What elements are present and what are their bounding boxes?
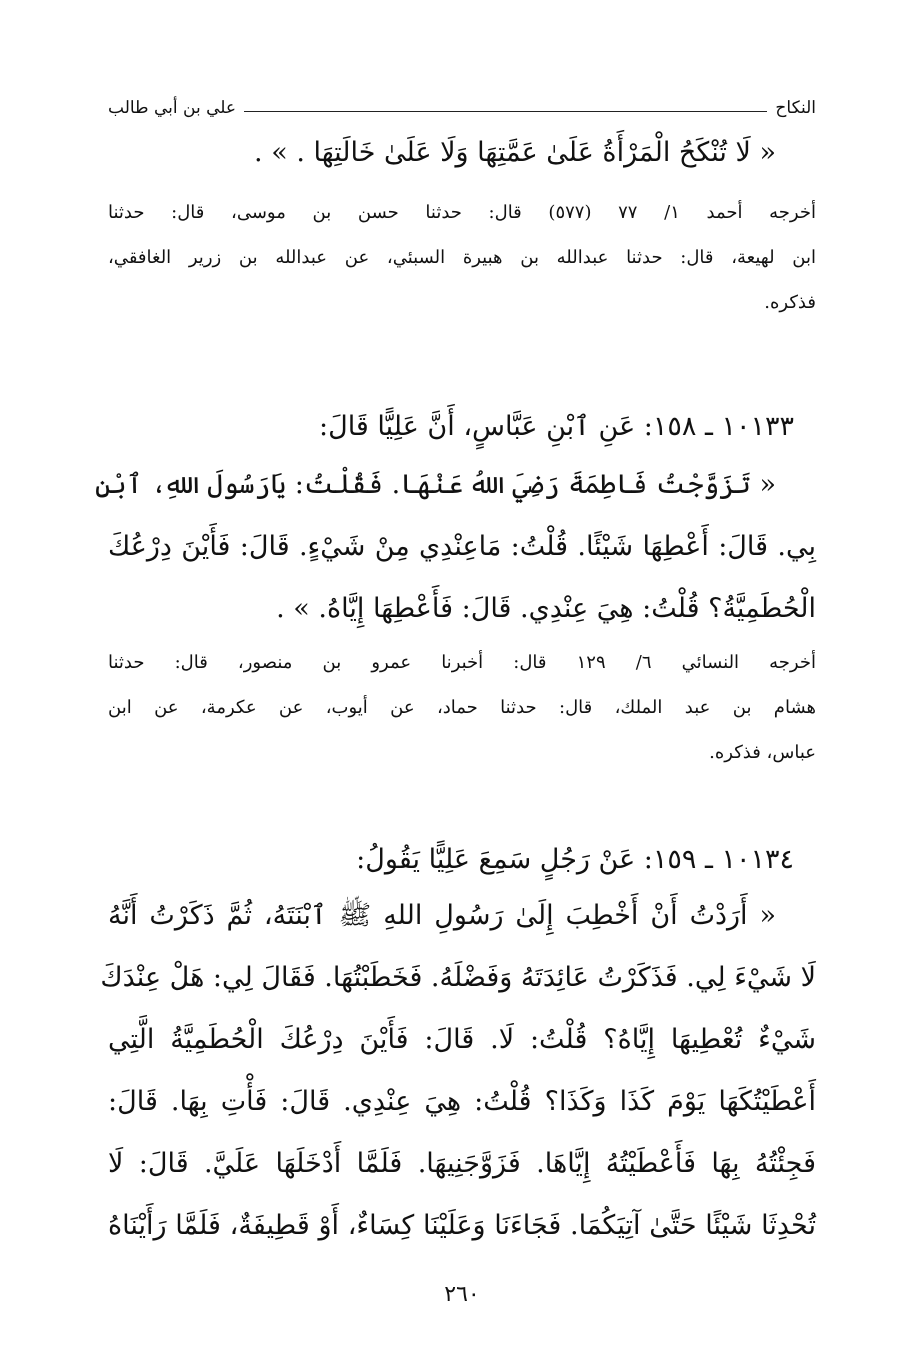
hadith-text-1 [108,122,816,184]
header-rule [244,111,767,112]
takhrij-note-2 [108,640,816,775]
header-author: علي بن أبي طالب [108,98,237,118]
page-number: ٢٦٠ [444,1282,480,1307]
hadith-text-3 [100,885,816,1257]
note-line: فذكره. [764,292,816,313]
hadith-line: لَا شَيْءَ لِي. فَذَكَرْتُ عَائِدَتَهُ وَفَضْلَهُ. فَخَطَبْتُهَا. فَقَالَ لِي: هَلْ عِنْدَكَ [100,962,816,993]
hadith-line: بِي. قَالَ: أَعْطِهَا شَيْئًا. قُلْتُ: مَاعِنْدِي مِنْ شَيْءٍ. قَالَ: فَأَيْنَ دِرْعُكَ [108,531,816,562]
hadith-heading-10134: ١٠١٣٤ ـ ١٥٩: عَنْ رَجُلٍ سَمِعَ عَلِيًّا يَقُولُ: [356,844,794,875]
note-line: هشام بن عبد الملك، قال: حدثنا حماد، عن أيوب، عن عكرمة، عن ابن [108,697,816,718]
note-line: أخرجه أحمد ١/ ٧٧ (٥٧٧) قال: حدثنا حسن بن موسى، قال: حدثنا [108,202,816,223]
note-line: ابن لهيعة، قال: حدثنا عبدالله بن هبيرة السبئي، عن عبدالله بن زرير الغافقي، [108,247,816,268]
note-line: عباس، فذكره. [709,742,816,763]
hadith-text-2 [95,454,816,640]
hadith-heading-10133: ١٠١٣٣ ـ ١٥٨: عَنِ ٱبْنِ عَبَّاسٍ، أَنَّ عَلِيًّا قَالَ: [318,411,794,442]
hadith-line: شَيْءٌ تُعْطِيهَا إِيَّاهُ؟ قُلْتُ: لَا. قَالَ: فَأَيْنَ دِرْعُكَ الْحُطَمِيَّةُ الَّتِي [108,1024,816,1055]
hadith-line: الْحُطَمِيَّةُ؟ قُلْتُ: هِيَ عِنْدِي. قَالَ: فَأَعْطِهَا إِيَّاهُ. » . [276,593,816,624]
note-line: أخرجه النسائي ٦/ ١٢٩ قال: أخبرنا عمرو بن منصور، قال: حدثنا [108,652,816,673]
header-section-title: النكاح [775,98,816,118]
hadith-line: « أَرَدْتُ أَنْ أَخْطِبَ إِلَىٰ رَسُولِ اللهِ ﷺ ٱبْنَتَهُ، ثُمَّ ذَكَرْتُ أَنَّهُ [108,900,776,931]
hadith-line: أَعْطَيْتُكَهَا يَوْمَ كَذَا وَكَذَا؟ قُلْتُ: هِيَ عِنْدِي. قَالَ: فَأْتِ بِهَا. قَالَ: [108,1086,816,1117]
hadith-line: « تَزَوَّجْتُ فَاطِمَةَ رَضِيَ اللهُ عَنْهَا. فَقُلْتُ: يَارَسُولَ اللهِ، ٱبْنِ [95,469,776,500]
running-header [108,88,816,118]
hadith-line: « لَا تُنْكَحُ الْمَرْأَةُ عَلَىٰ عَمَّتِهَا وَلَا عَلَىٰ خَالَتِهَا . » . [254,137,776,168]
hadith-line: تُحْدِثَا شَيْئًا حَتَّىٰ آتِيَكُمَا. فَجَاءَنَا وَعَلَيْنَا كِسَاءٌ، أَوْ قَطِيفَةٌ، فَلَمَّا رَأَيْنَاهُ [108,1210,816,1241]
hadith-line: فَجِئْتُهُ بِهَا فَأَعْطَيْتُهُ إِيَّاهَا. فَزَوَّجَنِيهَا. فَلَمَّا أَدْخَلَهَا عَلَيَّ. قَالَ: لَا [108,1148,816,1179]
takhrij-note-1 [108,190,816,325]
